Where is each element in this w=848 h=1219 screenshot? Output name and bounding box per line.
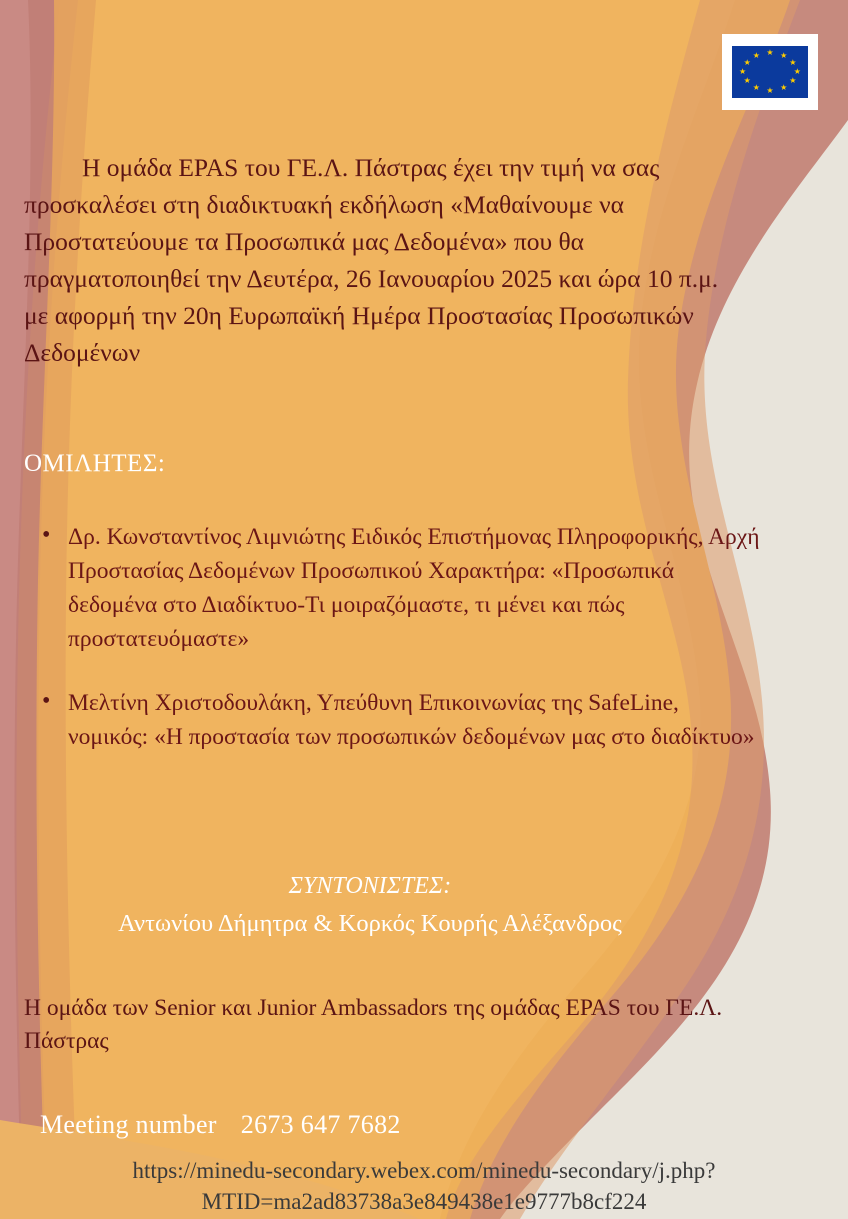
- webex-join-link[interactable]: https://minedu-secondary.webex.com/minedu-secondary/j.php?MTID=ma2ad83738a3e849438e1e9777b8cf224: [132, 1158, 716, 1215]
- invitation-paragraph: Η ομάδα EPAS του ΓΕ.Λ. Πάστρας έχει την τιμή να σας προσκαλέσει στη διαδικτυακή εκδήλωση «Μαθαίνουμε να Προστατεύουμε τα Προσωπικά μας Δεδομένα» που θα πραγματοποιηθεί την Δευτέρα, 26 Ιανουαρίου 2025 και ώρα 10 π.μ. με αφορμή την 20η Ευρωπαϊκή Ημέρα Προστασίας Προσωπικών Δεδομένων: [24, 153, 719, 367]
- list-item: • Δρ. Κωνσταντίνος Λιμνιώτης Ειδικός Επιστήμονας Πληροφορικής, Αρχή Προστασίας Δεδομένων Προσωπικού Χαρακτήρα: «Προσωπικά δεδομένα στο Διαδίκτυο-Τι μοιραζόμαστε, τι μένει και πώς προστατευόμαστε»: [24, 520, 764, 656]
- list-item: • Μελτίνη Χριστοδουλάκη, Υπεύθυνη Επικοινωνίας της SafeLine, νομικός: «Η προστασία των προσωπικών δεδομένων μας στο διαδίκτυο»: [24, 686, 764, 754]
- meeting-number-label: Meeting number: [40, 1110, 217, 1139]
- european-union-flag: ★ ★ ★ ★ ★ ★ ★ ★ ★ ★ ★ ★: [732, 46, 808, 98]
- ambassadors-credit: Η ομάδα των Senior και Junior Ambassadors της ομάδας EPAS του ΓΕ.Λ. Πάστρας: [24, 995, 723, 1054]
- speakers-heading: ΟΜΙΛΗΤΕΣ:: [24, 450, 166, 477]
- coordinators-heading: ΣΥΝΤΟΝΙΣΤΕΣ:: [288, 873, 452, 899]
- meeting-number-value: 2673 647 7682: [240, 1110, 401, 1139]
- speakers-list: [24, 520, 764, 784]
- meeting-number: [40, 1110, 401, 1140]
- coordinators-names: Αντωνίου Δήμητρα & Κορκός Κουρής Αλέξανδρος: [118, 910, 622, 937]
